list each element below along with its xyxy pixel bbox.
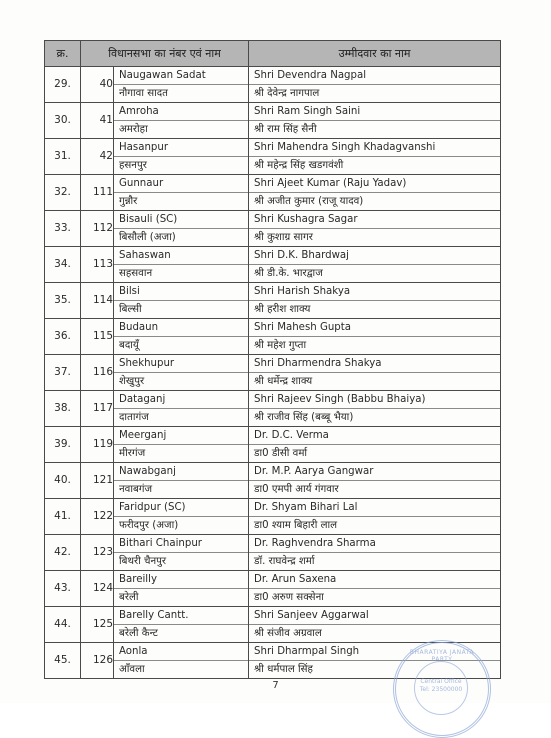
constituency-name-hi: सहसवान — [119, 268, 153, 279]
candidate-cell — [249, 139, 501, 175]
constituency-name-cell — [114, 391, 249, 427]
candidate-name-hi: श्री संजीव अग्रवाल — [254, 628, 322, 639]
serial-cell: 42. — [45, 535, 81, 571]
candidate-cell — [249, 499, 501, 535]
candidate-name-en: Shri Mahendra Singh Khadagvanshi — [249, 139, 500, 157]
constituency-name-cell — [114, 283, 249, 319]
candidate-name-hi: श्री धर्मेन्द्र शाक्य — [254, 376, 313, 387]
constituency-name-en: Aonla — [114, 643, 248, 661]
stamp-ring-text: BHARATIYA JANATA PARTY — [409, 649, 475, 663]
candidate-name-en: Dr. Shyam Bihari Lal — [249, 499, 500, 517]
candidate-name-en: Shri D.K. Bhardwaj — [249, 247, 500, 265]
candidate-name-en: Dr. D.C. Verma — [249, 427, 500, 445]
constituency-name-hi: आँवला — [119, 664, 145, 675]
candidate-cell — [249, 283, 501, 319]
candidate-cell — [249, 211, 501, 247]
candidate-name-hi: श्री महेन्द्र सिंह खडगवंशी — [254, 160, 344, 171]
table-row — [45, 139, 501, 175]
candidate-name-hi: डा0 एमपी आर्य गंगवार — [254, 484, 339, 495]
constituency-name-cell — [114, 175, 249, 211]
candidate-name-hi: डा0 श्याम बिहारी लाल — [254, 520, 338, 531]
candidate-name-hi: श्री धर्मपाल सिंह — [254, 664, 313, 675]
candidate-name-en: Shri Ram Singh Saini — [249, 103, 500, 121]
ac-number-cell: 40 — [81, 67, 114, 103]
constituency-name-hi: बरेली कैन्ट — [119, 628, 158, 639]
candidate-cell — [249, 463, 501, 499]
constituency-name-en: Amroha — [114, 103, 248, 121]
serial-cell: 38. — [45, 391, 81, 427]
table-row — [45, 67, 501, 103]
candidate-cell — [249, 247, 501, 283]
constituency-name-hi: नवाबगंज — [119, 484, 153, 495]
ac-number-cell: 117 — [81, 391, 114, 427]
candidate-name-en: Shri Harish Shakya — [249, 283, 500, 301]
serial-cell: 31. — [45, 139, 81, 175]
candidate-cell — [249, 535, 501, 571]
constituency-name-en: Bareilly — [114, 571, 248, 589]
candidate-name-hi: डॉ. राघवेन्द्र शर्मा — [254, 556, 315, 567]
serial-cell: 44. — [45, 607, 81, 643]
candidate-name-en: Dr. Raghvendra Sharma — [249, 535, 500, 553]
constituency-name-hi: अमरोहा — [119, 124, 148, 135]
serial-cell: 45. — [45, 643, 81, 679]
candidate-name-en: Dr. Arun Saxena — [249, 571, 500, 589]
constituency-name-hi: बिथरी चैनपुर — [119, 556, 167, 567]
candidate-cell — [249, 391, 501, 427]
serial-cell: 29. — [45, 67, 81, 103]
table-row — [45, 319, 501, 355]
table-row — [45, 355, 501, 391]
constituency-name-en: Bisauli (SC) — [114, 211, 248, 229]
serial-cell: 36. — [45, 319, 81, 355]
candidate-name-hi: श्री राजीव सिंह (बब्बू भैया) — [254, 412, 354, 423]
candidate-name-en: Shri Mahesh Gupta — [249, 319, 500, 337]
serial-cell: 43. — [45, 571, 81, 607]
constituency-name-en: Faridpur (SC) — [114, 499, 248, 517]
constituency-name-cell — [114, 355, 249, 391]
candidate-name-en: Shri Dharmpal Singh — [249, 643, 500, 661]
ac-number-cell: 112 — [81, 211, 114, 247]
ac-number-cell: 125 — [81, 607, 114, 643]
constituency-name-cell — [114, 535, 249, 571]
ac-number-cell: 114 — [81, 283, 114, 319]
constituency-name-en: Dataganj — [114, 391, 248, 409]
table-header — [45, 41, 501, 67]
ac-number-cell: 121 — [81, 463, 114, 499]
serial-cell: 30. — [45, 103, 81, 139]
table-row — [45, 391, 501, 427]
constituency-name-en: Naugawan Sadat — [114, 67, 248, 85]
constituency-name-cell — [114, 427, 249, 463]
constituency-name-cell — [114, 67, 249, 103]
serial-cell: 37. — [45, 355, 81, 391]
table-row — [45, 607, 501, 643]
ac-number-cell: 119 — [81, 427, 114, 463]
candidate-name-hi: श्री हरीश शाक्य — [254, 304, 311, 315]
table-row — [45, 283, 501, 319]
constituency-name-en: Shekhupur — [114, 355, 248, 373]
serial-cell: 39. — [45, 427, 81, 463]
candidate-cell — [249, 427, 501, 463]
constituency-name-cell — [114, 607, 249, 643]
stamp-inner-circle — [414, 661, 468, 715]
constituency-name-cell — [114, 211, 249, 247]
candidate-cell — [249, 103, 501, 139]
constituency-name-hi: मीरगंज — [119, 448, 146, 459]
candidate-name-hi: श्री राम सिंह सैनी — [254, 124, 317, 135]
ac-number-cell: 42 — [81, 139, 114, 175]
candidate-name-en: Dr. M.P. Aarya Gangwar — [249, 463, 500, 481]
candidate-cell — [249, 355, 501, 391]
ac-number-cell: 41 — [81, 103, 114, 139]
constituency-name-hi: बरेली — [119, 592, 139, 603]
constituency-name-cell — [114, 319, 249, 355]
serial-cell: 41. — [45, 499, 81, 535]
candidate-name-en: Shri Sanjeev Aggarwal — [249, 607, 500, 625]
candidate-cell — [249, 67, 501, 103]
constituency-name-en: Budaun — [114, 319, 248, 337]
constituency-name-hi: शेखुपुर — [119, 376, 145, 387]
table-row — [45, 463, 501, 499]
constituency-name-hi: हसनपुर — [119, 160, 147, 171]
serial-cell: 35. — [45, 283, 81, 319]
candidate-name-hi: श्री महेश गुप्ता — [254, 340, 307, 351]
candidate-cell — [249, 319, 501, 355]
stamp-line-1: Central Office — [420, 678, 462, 685]
candidate-name-hi: श्री डी.के. भारद्वाज — [254, 268, 323, 279]
stamp-center-text — [419, 678, 463, 694]
ac-number-cell: 122 — [81, 499, 114, 535]
constituency-name-cell — [114, 571, 249, 607]
candidate-name-hi: श्री देवेन्द्र नागपाल — [254, 88, 320, 99]
ac-number-cell: 126 — [81, 643, 114, 679]
serial-cell: 32. — [45, 175, 81, 211]
constituency-name-en: Sahaswan — [114, 247, 248, 265]
ac-number-cell: 111 — [81, 175, 114, 211]
table-row — [45, 247, 501, 283]
serial-header: क्र. — [45, 41, 81, 67]
table-row — [45, 571, 501, 607]
candidate-name-hi: श्री अजीत कुमार (राजू यादव) — [254, 196, 364, 207]
ac-number-cell: 124 — [81, 571, 114, 607]
candidate-table — [44, 40, 501, 679]
candidate-cell — [249, 571, 501, 607]
constituency-name-en: Nawabganj — [114, 463, 248, 481]
constituency-name-en: Gunnaur — [114, 175, 248, 193]
constituency-name-cell — [114, 103, 249, 139]
constituency-name-cell — [114, 499, 249, 535]
constituency-name-en: Meerganj — [114, 427, 248, 445]
table-row — [45, 211, 501, 247]
constituency-header: विधानसभा का नंबर एवं नाम — [81, 41, 249, 67]
table-row — [45, 499, 501, 535]
table-row — [45, 535, 501, 571]
constituency-name-hi: गुन्नौर — [119, 196, 138, 207]
constituency-name-en: Hasanpur — [114, 139, 248, 157]
constituency-name-en: Bilsi — [114, 283, 248, 301]
serial-cell: 40. — [45, 463, 81, 499]
constituency-name-hi: फरीदपुर (अजा) — [119, 520, 179, 531]
serial-cell: 33. — [45, 211, 81, 247]
candidate-cell — [249, 175, 501, 211]
candidate-name-en: Shri Rajeev Singh (Babbu Bhaiya) — [249, 391, 500, 409]
serial-cell: 34. — [45, 247, 81, 283]
candidate-name-en: Shri Ajeet Kumar (Raju Yadav) — [249, 175, 500, 193]
ac-number-cell: 115 — [81, 319, 114, 355]
constituency-name-en: Bithari Chainpur — [114, 535, 248, 553]
constituency-name-hi: दातागंज — [119, 412, 149, 423]
candidate-name-hi: डा0 डीसी वर्मा — [254, 448, 308, 459]
stamp-line-2: Tel: 23500000 — [419, 686, 463, 693]
ac-number-cell: 113 — [81, 247, 114, 283]
constituency-name-hi: बदायूँ — [119, 340, 139, 351]
table-row — [45, 103, 501, 139]
constituency-name-cell — [114, 139, 249, 175]
candidate-header: उम्मीदवार का नाम — [249, 41, 501, 67]
office-stamp — [393, 640, 491, 738]
constituency-name-hi: बिसौली (अजा) — [119, 232, 176, 243]
ac-number-cell: 123 — [81, 535, 114, 571]
constituency-name-cell — [114, 463, 249, 499]
candidate-name-hi: श्री कुशाग्र सागर — [254, 232, 313, 243]
table-row — [45, 427, 501, 463]
ac-number-cell: 116 — [81, 355, 114, 391]
candidate-name-hi: डा0 अरुण सक्सेना — [254, 592, 324, 603]
candidate-name-en: Shri Dharmendra Shakya — [249, 355, 500, 373]
candidate-name-en: Shri Kushagra Sagar — [249, 211, 500, 229]
table-body — [45, 67, 501, 679]
candidate-name-en: Shri Devendra Nagpal — [249, 67, 500, 85]
table-row — [45, 175, 501, 211]
constituency-name-hi: नौगावा सादत — [119, 88, 168, 99]
constituency-name-en: Barelly Cantt. — [114, 607, 248, 625]
constituency-name-cell — [114, 247, 249, 283]
constituency-name-cell — [114, 643, 249, 679]
constituency-name-hi: बिल्सी — [119, 304, 142, 315]
candidate-cell — [249, 607, 501, 643]
page-number: 7 — [272, 680, 279, 691]
